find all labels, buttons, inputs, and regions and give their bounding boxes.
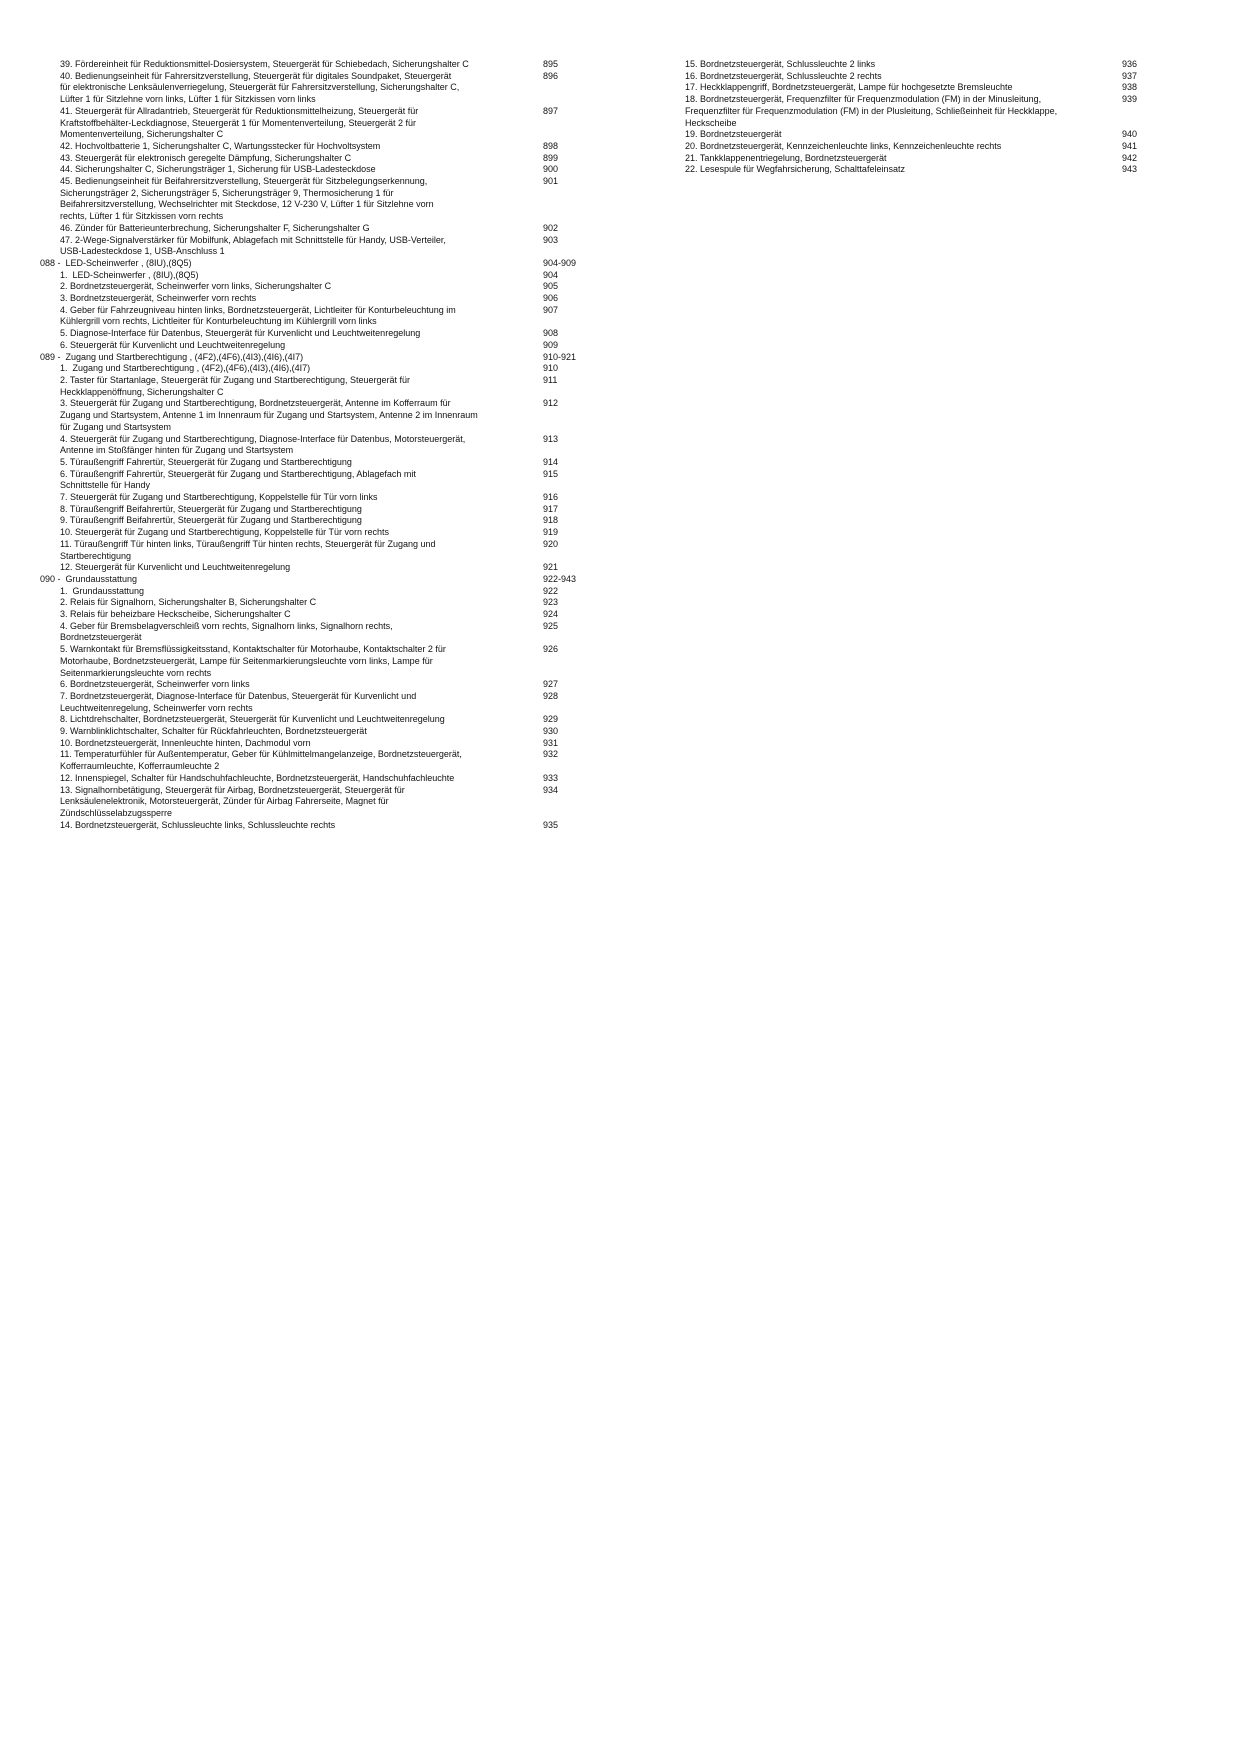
toc-entry-page: 921 bbox=[543, 562, 559, 573]
toc-entry bbox=[40, 223, 600, 235]
toc-entry bbox=[640, 82, 1180, 94]
toc-entry-page: 928 bbox=[543, 690, 559, 701]
toc-entry-page: 896 bbox=[543, 70, 559, 81]
toc-entry-text: 11. Temperaturfühler für Außentemperatur, Geber für Kühlmittelmangelanzeige, Bordnetzsteuergerät, Kofferraumleuchte, Kofferraumleuchte 2 bbox=[60, 749, 462, 772]
toc-entry-page: 926 bbox=[543, 644, 559, 655]
toc-entry-text: 39. Fördereinheit für Reduktionsmittel-Dosiersystem, Steuergerät für Schiebedach, Sicherungshalter C bbox=[60, 59, 469, 69]
toc-entry bbox=[40, 293, 600, 305]
toc-entry-page: 942 bbox=[1122, 152, 1138, 163]
toc-entry bbox=[640, 164, 1180, 176]
toc-entry bbox=[40, 375, 600, 398]
toc-entry bbox=[40, 340, 600, 352]
toc-entry-page: 918 bbox=[543, 515, 559, 526]
toc-entry-page: 901 bbox=[543, 176, 559, 187]
toc-entry-text: 1. Grundausstattung bbox=[60, 585, 145, 596]
toc-entry-text: 46. Zünder für Batterieunterbrechung, Sicherungshalter F, Sicherungshalter G bbox=[60, 222, 370, 233]
toc-entry bbox=[40, 539, 600, 562]
toc-entry-text: 17. Heckklappengriff, Bordnetzsteuergerät, Lampe für hochgesetzte Bremsleuchte bbox=[685, 82, 1013, 93]
toc-entry-text: 44. Sicherungshalter C, Sicherungsträger 1, Sicherung für USB-Ladesteckdose bbox=[60, 164, 376, 175]
toc-entry bbox=[40, 820, 600, 832]
toc-entry bbox=[40, 457, 600, 469]
toc-entry bbox=[640, 71, 1180, 83]
toc-entry bbox=[40, 328, 600, 340]
toc-entry-text: 7. Steuergerät für Zugang und Startberechtigung, Koppelstelle für Tür vorn links bbox=[60, 492, 378, 503]
toc-entry bbox=[40, 235, 600, 258]
toc-entry bbox=[40, 562, 600, 574]
toc-entry bbox=[40, 597, 600, 609]
toc-entry-text: 22. Lesespule für Wegfahrsicherung, Schalttafeleinsatz bbox=[685, 164, 905, 175]
toc-entry bbox=[40, 363, 600, 375]
toc-entry-text: 18. Bordnetzsteuergerät, Frequenzfilter für Frequenzmodulation (FM) in der Minusleitung, Frequenzfilter für Frequenzmodulation (FM) in der Plusleitung, Schließeinheit für Heckklappe, Heckscheibe bbox=[685, 94, 1058, 128]
toc-entry-text: 7. Bordnetzsteuergerät, Diagnose-Interface für Datenbus, Steuergerät für Kurvenlicht und Leuchtweitenregelung, Scheinwerfer vorn rechts bbox=[60, 690, 417, 713]
toc-entry-page: 916 bbox=[543, 492, 559, 503]
toc-entry-text: 12. Innenspiegel, Schalter für Handschuhfachleuchte, Bordnetzsteuergerät, Handschuhfachleuchte bbox=[60, 772, 455, 783]
toc-entry-text: 47. 2-Wege-Signalverstärker für Mobilfunk, Ablagefach mit Schnittstelle für Handy, USB-Verteiler, USB-Ladesteckdose 1, USB-Anschluss 1 bbox=[60, 234, 446, 257]
toc-entry-text: 10. Steuergerät für Zugang und Startberechtigung, Koppelstelle für Tür vorn rechts bbox=[60, 527, 390, 538]
toc-entry-page: 904 bbox=[543, 269, 559, 280]
toc-entry-text: 10. Bordnetzsteuergerät, Innenleuchte hinten, Dachmodul vorn bbox=[60, 737, 311, 748]
toc-entry-page: 938 bbox=[1122, 82, 1138, 93]
toc-entry-text: 2. Bordnetzsteuergerät, Scheinwerfer vorn links, Sicherungshalter C bbox=[60, 281, 332, 292]
toc-entry-page: 907 bbox=[543, 304, 559, 315]
toc-section-heading bbox=[40, 258, 600, 270]
toc-entry-text: 5. Türaußengriff Fahrertür, Steuergerät für Zugang und Startberechtigung bbox=[60, 456, 352, 467]
toc-entry-text: 43. Steuergerät für elektronisch geregelte Dämpfung, Sicherungshalter C bbox=[60, 152, 352, 163]
toc-entry bbox=[40, 71, 600, 106]
toc-entry-page: 937 bbox=[1122, 70, 1138, 81]
toc-entry-text: 20. Bordnetzsteuergerät, Kennzeichenleuchte links, Kennzeichenleuchte rechts bbox=[685, 140, 1002, 151]
toc-entry bbox=[40, 515, 600, 527]
toc-entry bbox=[40, 726, 600, 738]
toc-entry-page: 911 bbox=[543, 374, 558, 385]
toc-entry-page: 915 bbox=[543, 468, 559, 479]
toc-entry bbox=[640, 59, 1180, 71]
toc-entry bbox=[40, 773, 600, 785]
toc-entry bbox=[640, 141, 1180, 153]
toc-entry-text: 2. Relais für Signalhorn, Sicherungshalter B, Sicherungshalter C bbox=[60, 597, 317, 608]
toc-entry-text: 11. Türaußengriff Tür hinten links, Türaußengriff Tür hinten rechts, Steuergerät für Zugang und Startberechtigung bbox=[60, 538, 436, 561]
toc-entry-text: 4. Geber für Fahrzeugniveau hinten links, Bordnetzsteuergerät, Lichtleiter für Konturbeleuchtung im Kühlergrill vorn rechts, Lichtleiter für Konturbeleuchtung im Kühlergrill vorn links bbox=[60, 304, 456, 327]
toc-entry-page: 932 bbox=[543, 749, 559, 760]
toc-entry-page: 895 bbox=[543, 59, 559, 69]
toc-entry-page: 912 bbox=[543, 398, 559, 409]
toc-entry-text: 21. Tankklappenentriegelung, Bordnetzsteuergerät bbox=[685, 152, 887, 163]
toc-entry bbox=[40, 469, 600, 492]
toc-entry-page: 908 bbox=[543, 328, 559, 339]
toc-entry-text: 5. Diagnose-Interface für Datenbus, Steuergerät für Kurvenlicht und Leuchtweitenregelung bbox=[60, 328, 421, 339]
toc-entry bbox=[40, 398, 600, 433]
toc-entry-page: 923 bbox=[543, 597, 559, 608]
toc-entry-page: 906 bbox=[543, 293, 559, 304]
toc-section-heading bbox=[40, 574, 600, 586]
toc-entry-text: 088 - LED-Scheinwerfer , (8IU),(8Q5) bbox=[40, 257, 192, 268]
toc-entry-page: 910-921 bbox=[543, 351, 577, 362]
toc-entry bbox=[40, 586, 600, 598]
toc-entry bbox=[40, 738, 600, 750]
toc-entry-text: 4. Geber für Bremsbelagverschleiß vorn rechts, Signalhorn links, Signalhorn rechts, Bordnetzsteuergerät bbox=[60, 620, 393, 643]
toc-entry bbox=[40, 176, 600, 223]
toc-entry-text: 19. Bordnetzsteuergerät bbox=[685, 129, 782, 140]
toc-entry-text: 2. Taster für Startanlage, Steuergerät für Zugang und Startberechtigung, Steuergerät für Heckklappenöffnung, Sicherungshalter C bbox=[60, 374, 411, 397]
toc-entry-page: 920 bbox=[543, 538, 559, 549]
toc-entry bbox=[40, 281, 600, 293]
toc-entry-text: 41. Steuergerät für Allradantrieb, Steuergerät für Reduktionsmittelheizung, Steuergerät für Kraftstoffbehälter-Leckdiagnose, Steuergerät 1 für Momentenverteilung, Steuergerät 2 für Momentenverteilung, Sicherungshalter C bbox=[60, 105, 419, 140]
toc-entry bbox=[40, 504, 600, 516]
toc-entry-text: 14. Bordnetzsteuergerät, Schlussleuchte links, Schlussleuchte rechts bbox=[60, 819, 336, 830]
toc-entry bbox=[40, 141, 600, 153]
toc-entry-text: 1. LED-Scheinwerfer , (8IU),(8Q5) bbox=[60, 269, 199, 280]
toc-entry-page: 914 bbox=[543, 456, 559, 467]
toc-entry-page: 936 bbox=[1122, 59, 1138, 69]
toc-entry-page: 922-943 bbox=[543, 573, 577, 584]
toc-entry-text: 6. Bordnetzsteuergerät, Scheinwerfer vorn links bbox=[60, 679, 250, 690]
toc-entry-page: 924 bbox=[543, 609, 559, 620]
toc-entry-page: 897 bbox=[543, 105, 559, 116]
toc-entry bbox=[40, 164, 600, 176]
toc-entry-page: 910 bbox=[543, 363, 559, 374]
toc-entry-page: 939 bbox=[1122, 94, 1138, 105]
toc-entry bbox=[40, 644, 600, 679]
toc-entry-page: 940 bbox=[1122, 129, 1138, 140]
toc-entry-text: 5. Warnkontakt für Bremsflüssigkeitsstand, Kontaktschalter für Motorhaube, Kontaktschalter 2 für Motorhaube, Bordnetzsteuergerät, Lampe für Seitenmarkierungsleuchte vorn links, Lampe für Seitenmarkierungsleuchte vorn rechts bbox=[60, 644, 446, 678]
toc-entry-text: 13. Signalhornbetätigung, Steuergerät für Airbag, Bordnetzsteuergerät, Steuergerät für Lenksäulenelektronik, Motorsteuergerät, Zünder für Airbag Fahrerseite, Magnet für Zündschlüsselabzugssperre bbox=[60, 784, 405, 818]
toc-entry-page: 909 bbox=[543, 339, 559, 350]
toc-entry bbox=[40, 434, 600, 457]
toc-entry-text: 1. Zugang und Startberechtigung , (4F2),(4F6),(4I3),(4I6),(4I7) bbox=[60, 363, 311, 374]
toc-entry-page: 935 bbox=[543, 819, 559, 830]
toc-entry-text: 090 - Grundausstattung bbox=[40, 573, 138, 584]
toc-entry-page: 931 bbox=[543, 737, 559, 748]
toc-entry-text: 9. Türaußengriff Beifahrertür, Steuergerät für Zugang und Startberechtigung bbox=[60, 515, 362, 526]
toc-entry bbox=[640, 153, 1180, 165]
toc-entry-text: 9. Warnblinklichtschalter, Schalter für Rückfahrleuchten, Bordnetzsteuergerät bbox=[60, 726, 367, 737]
toc-entry-text: 8. Türaußengriff Beifahrertür, Steuergerät für Zugang und Startberechtigung bbox=[60, 503, 362, 514]
toc-column-left bbox=[40, 59, 600, 831]
toc-entry bbox=[640, 129, 1180, 141]
toc-entry bbox=[40, 59, 600, 71]
toc-entry-page: 898 bbox=[543, 140, 559, 151]
toc-entry bbox=[40, 492, 600, 504]
toc-entry bbox=[40, 691, 600, 714]
toc-entry-page: 904-909 bbox=[543, 257, 577, 268]
toc-entry bbox=[40, 153, 600, 165]
toc-entry-page: 919 bbox=[543, 527, 559, 538]
toc-entry-text: 16. Bordnetzsteuergerät, Schlussleuchte 2 rechts bbox=[685, 70, 882, 81]
toc-entry bbox=[40, 621, 600, 644]
toc-entry-page: 899 bbox=[543, 152, 559, 163]
toc-entry bbox=[40, 749, 600, 772]
toc-entry-text: 6. Türaußengriff Fahrertür, Steuergerät für Zugang und Startberechtigung, Ablagefach mit Schnittstelle für Handy bbox=[60, 468, 416, 491]
toc-entry-page: 933 bbox=[543, 772, 559, 783]
toc-entry-page: 934 bbox=[543, 784, 559, 795]
toc-entry-text: 4. Steuergerät für Zugang und Startberechtigung, Diagnose-Interface für Datenbus, Motorsteuergerät, Antenne im Stoßfänger hinten für Zugang und Startsystem bbox=[60, 433, 466, 456]
toc-entry-text: 3. Bordnetzsteuergerät, Scheinwerfer vorn rechts bbox=[60, 293, 257, 304]
toc-entry-text: 15. Bordnetzsteuergerät, Schlussleuchte 2 links bbox=[685, 59, 876, 69]
toc-entry-text: 3. Steuergerät für Zugang und Startberechtigung, Bordnetzsteuergerät, Antenne im Kofferraum für Zugang und Startsystem, Antenne 1 im Innenraum für Zugang und Startsystem, Antenne 2 im Innenraum für Zugang und Startsystem bbox=[60, 398, 478, 432]
toc-entry-page: 902 bbox=[543, 222, 559, 233]
toc-entry bbox=[640, 94, 1180, 129]
toc-entry bbox=[40, 714, 600, 726]
toc-entry-text: 3. Relais für beheizbare Heckscheibe, Sicherungshalter C bbox=[60, 609, 291, 620]
toc-entry-page: 900 bbox=[543, 164, 559, 175]
toc-entry-page: 929 bbox=[543, 714, 559, 725]
toc-entry-page: 913 bbox=[543, 433, 559, 444]
toc-entry-page: 903 bbox=[543, 234, 559, 245]
toc-entry-text: 089 - Zugang und Startberechtigung , (4F2),(4F6),(4I3),(4I6),(4I7) bbox=[40, 351, 304, 362]
toc-entry-text: 6. Steuergerät für Kurvenlicht und Leuchtweitenregelung bbox=[60, 339, 286, 350]
toc-entry-text: 12. Steuergerät für Kurvenlicht und Leuchtweitenregelung bbox=[60, 562, 291, 573]
toc-entry-page: 905 bbox=[543, 281, 559, 292]
toc-section-heading bbox=[40, 352, 600, 364]
toc-entry-page: 927 bbox=[543, 679, 559, 690]
toc-entry-text: 42. Hochvoltbatterie 1, Sicherungshalter C, Wartungsstecker für Hochvoltsystem bbox=[60, 140, 381, 151]
toc-entry bbox=[40, 106, 600, 141]
toc-entry bbox=[40, 270, 600, 282]
toc-entry bbox=[40, 609, 600, 621]
toc-entry-page: 943 bbox=[1122, 164, 1138, 175]
toc-entry-page: 917 bbox=[543, 503, 559, 514]
toc-entry-page: 925 bbox=[543, 620, 559, 631]
toc-entry-page: 941 bbox=[1122, 140, 1138, 151]
toc-entry-text: 45. Bedienungseinheit für Beifahrersitzverstellung, Steuergerät für Sitzbelegungserkennung, Sicherungsträger 2, Sicherungsträger 5, Sicherungsträger 9, Thermosicherung 1 für Beifahrersitzverstellung, Wechselrichter mit Steckdose, 12 V-230 V, Lüfter 1 für Sitzlehne vorn rechts, Lüfter 1 für Sitzkissen vorn rechts bbox=[60, 176, 434, 222]
toc-entry-text: 40. Bedienungseinheit für Fahrersitzverstellung, Steuergerät für digitales Soundpaket, Steuergerät für elektronische Lenksäulenverriegelung, Steuergerät für Fahrersitzverstellung, Sicherungshalter C, Lüfter 1 für Sitzlehne vorn links, Lüfter 1 für Sitzkissen vorn links bbox=[60, 70, 460, 105]
toc-entry bbox=[40, 679, 600, 691]
toc-entry bbox=[40, 785, 600, 820]
toc-entry-text: 8. Lichtdrehschalter, Bordnetzsteuergerät, Steuergerät für Kurvenlicht und Leuchtweitenregelung bbox=[60, 714, 445, 725]
toc-entry-page: 922 bbox=[543, 585, 559, 596]
toc-entry bbox=[40, 527, 600, 539]
toc-column-right bbox=[640, 59, 1180, 176]
toc-entry-page: 930 bbox=[543, 726, 559, 737]
toc-entry bbox=[40, 305, 600, 328]
